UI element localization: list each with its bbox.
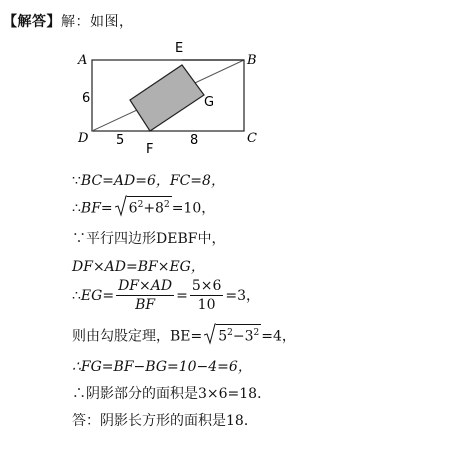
denominator: 10 xyxy=(197,297,216,313)
fraction-df-ad-bf xyxy=(116,278,174,314)
length-fc: 8 xyxy=(190,133,199,148)
label-f: F xyxy=(146,142,154,157)
exponent-a: 2 xyxy=(137,200,144,210)
step-1 xyxy=(72,170,225,190)
label-d: D xyxy=(78,131,89,146)
geometry-figure xyxy=(70,40,270,160)
exponent-b: 2 xyxy=(253,328,260,338)
numerator: 5×6 xyxy=(191,278,222,294)
therefore-symbol: ∴ xyxy=(72,200,81,217)
answer-header xyxy=(3,11,134,31)
because-symbol: ∵ xyxy=(72,173,81,189)
step-5 xyxy=(72,278,260,314)
answer-label: 【解答】 xyxy=(3,14,61,30)
length-df: 5 xyxy=(116,133,125,148)
step-5-lhs: EG= xyxy=(80,288,115,304)
radical-sign-icon xyxy=(204,323,216,345)
radical-sign-icon xyxy=(115,195,127,217)
sqrt-expression xyxy=(204,324,261,346)
radicand-a: 6 xyxy=(128,200,138,217)
step-8 xyxy=(72,383,271,403)
step-6-rhs: =4， xyxy=(261,328,296,345)
step-1-text: BC=AD=6，FC=8， xyxy=(80,173,225,189)
step-6 xyxy=(72,324,296,346)
shaded-rectangle xyxy=(130,65,204,131)
exponent-a: 2 xyxy=(227,328,233,338)
step-3 xyxy=(72,228,225,248)
fraction-5x6-10 xyxy=(190,278,224,314)
step-3-text: ∵平行四边形DEBF中， xyxy=(72,231,226,247)
step-6-text: 则由勾股定理，BE= xyxy=(72,328,203,345)
step-2-rhs: =10， xyxy=(171,200,216,217)
length-ad: 6 xyxy=(82,91,91,106)
label-b: B xyxy=(247,53,257,68)
answer-intro: 解：如图， xyxy=(61,14,134,30)
step-7-text: ∴FG=BF−BG=10−4=6， xyxy=(72,359,252,375)
sqrt-expression xyxy=(115,196,172,218)
denominator: BF xyxy=(135,297,156,313)
step-2 xyxy=(72,196,215,218)
numerator: DF×AD xyxy=(118,278,173,294)
equals-sign: = xyxy=(176,288,188,304)
step-8-text: ∴阴影部分的面积是3×6=18． xyxy=(72,386,272,402)
radicand-b: −3 xyxy=(232,328,254,345)
therefore-symbol: ∴ xyxy=(72,288,81,304)
label-e: E xyxy=(175,41,184,56)
step-7 xyxy=(72,356,252,376)
radicand-b: +8 xyxy=(143,200,164,217)
radicand-a: 5 xyxy=(218,328,228,345)
label-a: A xyxy=(78,53,88,68)
exponent-b: 2 xyxy=(163,200,170,210)
step-4-text: DF×AD=BF×EG， xyxy=(72,259,205,275)
final-answer xyxy=(72,410,258,430)
step-2-lhs: BF= xyxy=(80,200,113,217)
label-g: G xyxy=(204,95,215,110)
step-4 xyxy=(72,256,205,276)
step-5-rhs: =3， xyxy=(225,288,260,304)
label-c: C xyxy=(247,131,257,146)
final-answer-text: 答：阴影长方形的面积是18． xyxy=(72,413,258,429)
